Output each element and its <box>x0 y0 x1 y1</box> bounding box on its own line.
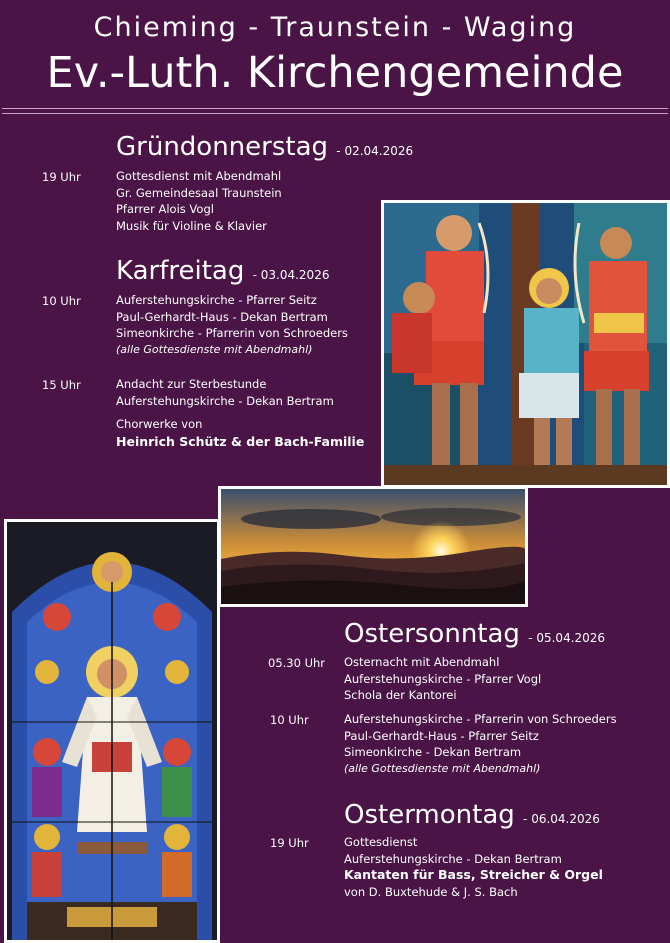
ostersonntag-details-2 <box>344 711 617 777</box>
detail-note: (alle Gottesdienste mit Abendmahl) <box>116 342 313 356</box>
detail-line: Paul-Gerhardt-Haus - Dekan Bertram <box>116 309 328 324</box>
detail-line: Osternacht mit Abendmahl <box>344 655 500 669</box>
ostersonntag-name: Ostersonntag <box>344 619 520 649</box>
detail-line: Paul-Gerhardt-Haus - Pfarrer Seitz <box>344 728 539 743</box>
detail-line: Auferstehungskirche - Dekan Bertram <box>116 393 334 408</box>
ostermontag-details <box>344 834 603 900</box>
gruendonnerstag-details <box>116 168 282 234</box>
header-title: Ev.-Luth. Kirchengemeinde <box>46 48 624 98</box>
detail-line: Gr. Gemeindesaal Traunstein <box>116 185 282 200</box>
detail-line: Auferstehungskirche - Pfarrer Vogl <box>344 671 542 686</box>
karfreitag-heading <box>116 256 329 286</box>
stained-glass-scourging-image <box>381 200 670 488</box>
karfreitag-time-1: 10 Uhr <box>42 294 81 308</box>
detail-line: Simeonkirche - Pfarrerin von Schroeders <box>116 326 348 341</box>
gruendonnerstag-heading <box>116 132 413 162</box>
detail-line-bold: Kantaten für Bass, Streicher & Orgel <box>344 867 603 883</box>
detail-line: Auferstehungskirche - Pfarrer Seitz <box>116 293 317 307</box>
header-subtitle: Chieming - Traunstein - Waging <box>93 12 577 43</box>
ostersonntag-time-2: 10 Uhr <box>270 713 309 727</box>
stained-glass-resurrection-icon <box>7 522 217 940</box>
detail-line: Gottesdienst mit Abendmahl <box>116 169 282 183</box>
header-divider-2 <box>2 113 668 114</box>
ostersonntag-heading <box>344 619 605 649</box>
karfreitag-time-2: 15 Uhr <box>42 378 81 392</box>
karfreitag-chor-bold: Heinrich Schütz & der Bach-Familie <box>116 434 365 449</box>
ostermontag-name: Ostermontag <box>344 800 515 830</box>
ostersonntag-time-1: 05.30 Uhr <box>268 656 326 670</box>
detail-note: (alle Gottesdienste mit Abendmahl) <box>344 761 541 775</box>
header-divider <box>2 108 668 109</box>
detail-line: Pfarrer Alois Vogl <box>116 202 214 217</box>
detail-line: Andacht zur Sterbestunde <box>116 377 267 391</box>
ostermontag-date: - 06.04.2026 <box>523 812 600 826</box>
detail-line: Simeonkirche - Dekan Bertram <box>344 745 522 760</box>
detail-line: Gottesdienst <box>344 835 418 849</box>
detail-line: Auferstehungskirche - Dekan Bertram <box>344 851 562 866</box>
karfreitag-name: Karfreitag <box>116 256 245 286</box>
stained-glass-resurrection-image <box>4 519 220 943</box>
gruendonnerstag-date: - 02.04.2026 <box>336 144 414 158</box>
karfreitag-details-2 <box>116 376 334 409</box>
ostersonntag-date: - 05.04.2026 <box>528 631 606 645</box>
ostermontag-time: 19 Uhr <box>270 836 309 850</box>
ostermontag-heading <box>344 800 600 830</box>
detail-line: Schola der Kantorei <box>344 688 457 703</box>
sunset-icon <box>221 489 525 604</box>
gruendonnerstag-time: 19 Uhr <box>42 170 81 184</box>
ostersonntag-details-1 <box>344 654 541 704</box>
detail-line: Auferstehungskirche - Pfarrerin von Schroeders <box>344 712 617 726</box>
karfreitag-chor: Chorwerke von <box>116 417 203 431</box>
karfreitag-details-1 <box>116 292 348 358</box>
karfreitag-date: - 03.04.2026 <box>252 268 330 282</box>
stained-glass-scourging-icon <box>384 203 667 485</box>
detail-line: von D. Buxtehude & J. S. Bach <box>344 884 518 899</box>
gruendonnerstag-name: Gründonnerstag <box>116 132 329 162</box>
detail-line: Musik für Violine & Klavier <box>116 218 267 233</box>
sunset-landscape-image <box>218 486 528 607</box>
